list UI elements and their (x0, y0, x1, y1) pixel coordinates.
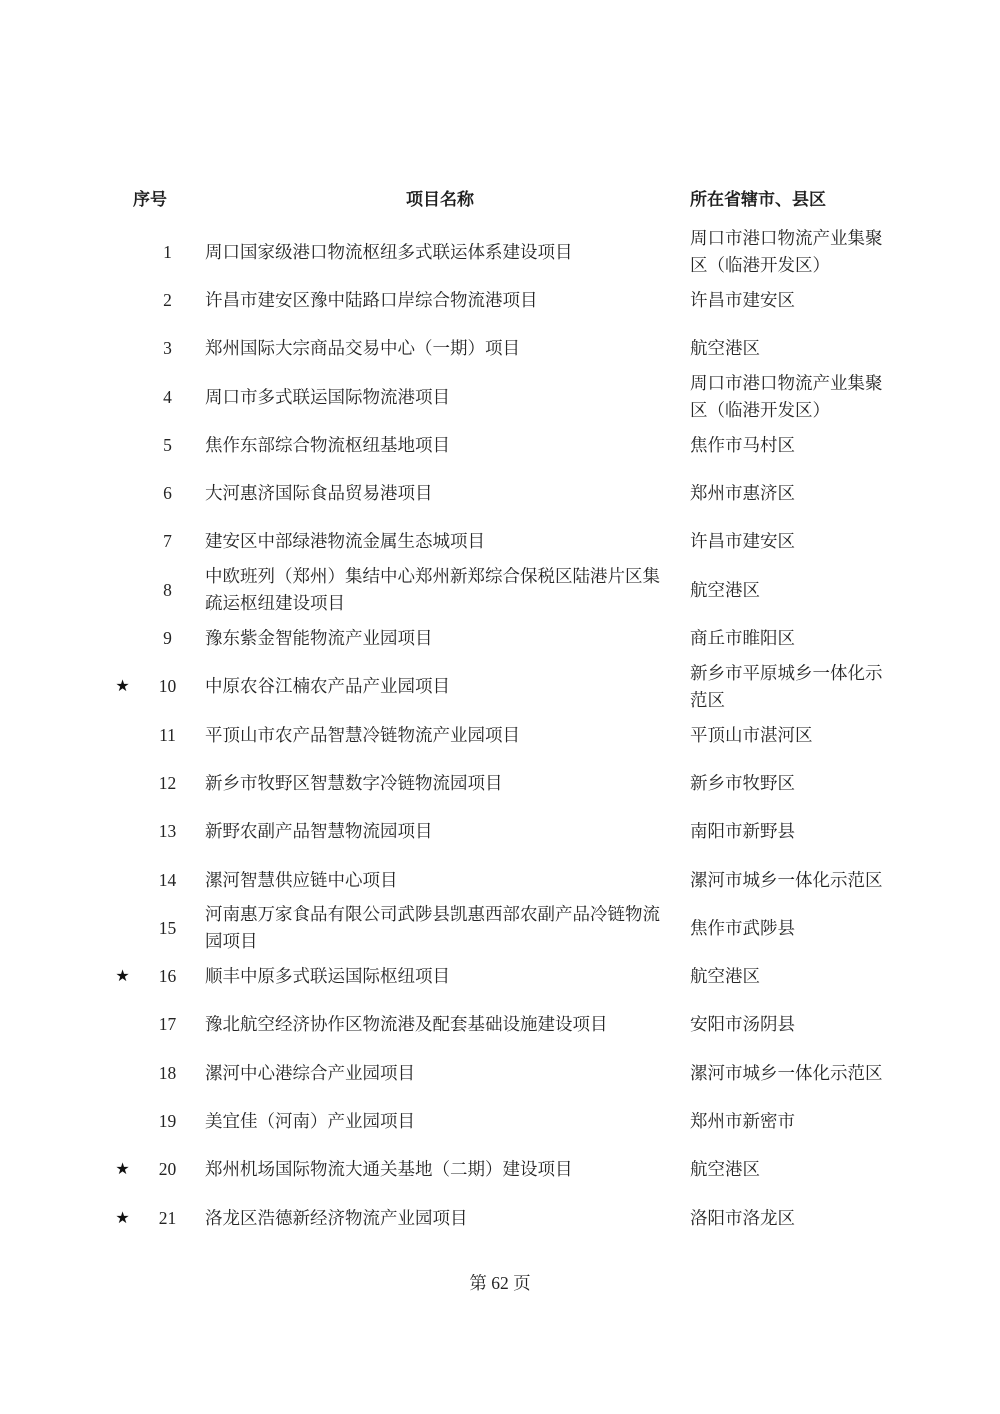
table-header-row (105, 184, 895, 210)
project-location: 周口市港口物流产业集聚区（临港开发区） (690, 228, 883, 276)
row-index: 4 (163, 386, 172, 407)
project-name: 中欧班列（郑州）集结中心郑州新郑综合保税区陆港片区集疏运枢纽建设项目 (205, 566, 660, 614)
project-name: 河南惠万家食品有限公司武陟县凯惠西部农副产品冷链物流园项目 (205, 904, 660, 952)
row-index: 1 (163, 241, 172, 262)
table-row (105, 325, 895, 373)
project-location: 焦作市武陟县 (690, 917, 795, 938)
project-name: 新野农副产品智慧物流园项目 (205, 821, 433, 842)
project-location: 新乡市牧野区 (690, 772, 795, 793)
row-index: 8 (163, 579, 172, 600)
column-header-name: 项目名称 (406, 189, 474, 209)
row-index: 2 (163, 289, 172, 310)
row-index: 3 (163, 338, 172, 359)
project-location: 商丘市睢阳区 (690, 628, 795, 649)
project-name: 漯河智慧供应链中心项目 (205, 869, 398, 890)
project-name: 中原农谷江楠农产品产业园项目 (205, 676, 450, 697)
table-row (105, 808, 895, 856)
star-icon: ★ (115, 1209, 130, 1227)
project-location: 周口市港口物流产业集聚区（临港开发区） (690, 373, 883, 421)
project-table (105, 184, 895, 1242)
table-row (105, 276, 895, 324)
project-location: 许昌市建安区 (690, 289, 795, 310)
project-name: 郑州国际大宗商品交易中心（一期）项目 (205, 338, 520, 359)
project-location: 南阳市新野县 (690, 821, 795, 842)
table-row (105, 469, 895, 517)
row-index: 14 (158, 869, 177, 890)
project-location: 焦作市马村区 (690, 434, 795, 455)
row-index: 9 (163, 628, 172, 649)
project-location: 航空港区 (690, 579, 760, 600)
row-index: 17 (158, 1014, 177, 1035)
page-number: 第 62 页 (469, 1273, 531, 1293)
table-row (105, 1146, 895, 1194)
page-footer (0, 1270, 1000, 1296)
table-row (105, 1097, 895, 1145)
row-index: 13 (158, 821, 177, 842)
project-location: 新乡市平原城乡一体化示范区 (690, 662, 883, 710)
project-name: 大河惠济国际食品贸易港项目 (205, 483, 433, 504)
star-icon: ★ (115, 678, 130, 696)
table-row (105, 518, 895, 566)
row-index: 6 (163, 483, 172, 504)
table-row (105, 421, 895, 469)
project-name: 美宜佳（河南）产业园项目 (205, 1110, 415, 1131)
row-index: 21 (158, 1207, 177, 1228)
project-location: 漯河市城乡一体化示范区 (690, 1062, 883, 1083)
table-row (105, 952, 895, 1000)
project-name: 豫东紫金智能物流产业园项目 (205, 628, 433, 649)
project-name: 洛龙区浩德新经济物流产业园项目 (205, 1207, 468, 1228)
table-row (105, 373, 895, 421)
project-name: 新乡市牧野区智慧数字冷链物流园项目 (205, 772, 503, 793)
row-index: 11 (159, 724, 176, 745)
table-row (105, 759, 895, 807)
project-name: 建安区中部绿港物流金属生态城项目 (205, 531, 485, 552)
project-name: 豫北航空经济协作区物流港及配套基础设施建设项目 (205, 1014, 608, 1035)
project-location: 郑州市惠济区 (690, 483, 795, 504)
table-row (105, 904, 895, 952)
table-row (105, 614, 895, 662)
project-location: 航空港区 (690, 338, 760, 359)
table-row (105, 1049, 895, 1097)
table-row (105, 711, 895, 759)
row-index: 7 (163, 531, 172, 552)
project-location: 航空港区 (690, 966, 760, 987)
row-index: 16 (158, 966, 177, 987)
project-name: 周口国家级港口物流枢纽多式联运体系建设项目 (205, 241, 573, 262)
project-location: 洛阳市洛龙区 (690, 1207, 795, 1228)
table-row (105, 1001, 895, 1049)
row-index: 5 (163, 434, 172, 455)
row-index: 18 (158, 1062, 177, 1083)
star-icon: ★ (115, 968, 130, 986)
project-name: 焦作东部综合物流枢纽基地项目 (205, 434, 450, 455)
project-name: 平顶山市农产品智慧冷链物流产业园项目 (205, 724, 520, 745)
table-row (105, 856, 895, 904)
row-index: 10 (158, 676, 177, 697)
column-header-location: 所在省辖市、县区 (690, 189, 826, 209)
project-location: 安阳市汤阴县 (690, 1014, 795, 1035)
row-index: 19 (158, 1110, 177, 1131)
star-icon: ★ (115, 1161, 130, 1179)
project-name: 许昌市建安区豫中陆路口岸综合物流港项目 (205, 289, 538, 310)
row-index: 12 (158, 772, 177, 793)
table-row (105, 566, 895, 614)
project-name: 漯河中心港综合产业园项目 (205, 1062, 415, 1083)
project-location: 漯河市城乡一体化示范区 (690, 869, 883, 890)
project-location: 航空港区 (690, 1159, 760, 1180)
row-index: 20 (158, 1159, 177, 1180)
project-name: 郑州机场国际物流大通关基地（二期）建设项目 (205, 1159, 573, 1180)
table-body (105, 228, 895, 1242)
project-name: 顺丰中原多式联运国际枢纽项目 (205, 966, 450, 987)
column-header-index: 序号 (133, 189, 167, 209)
project-name: 周口市多式联运国际物流港项目 (205, 386, 450, 407)
table-row (105, 1194, 895, 1242)
table-row (105, 663, 895, 711)
project-location: 许昌市建安区 (690, 531, 795, 552)
project-location: 平顶山市湛河区 (690, 724, 813, 745)
table-row (105, 228, 895, 276)
project-location: 郑州市新密市 (690, 1110, 795, 1131)
row-index: 15 (158, 917, 177, 938)
